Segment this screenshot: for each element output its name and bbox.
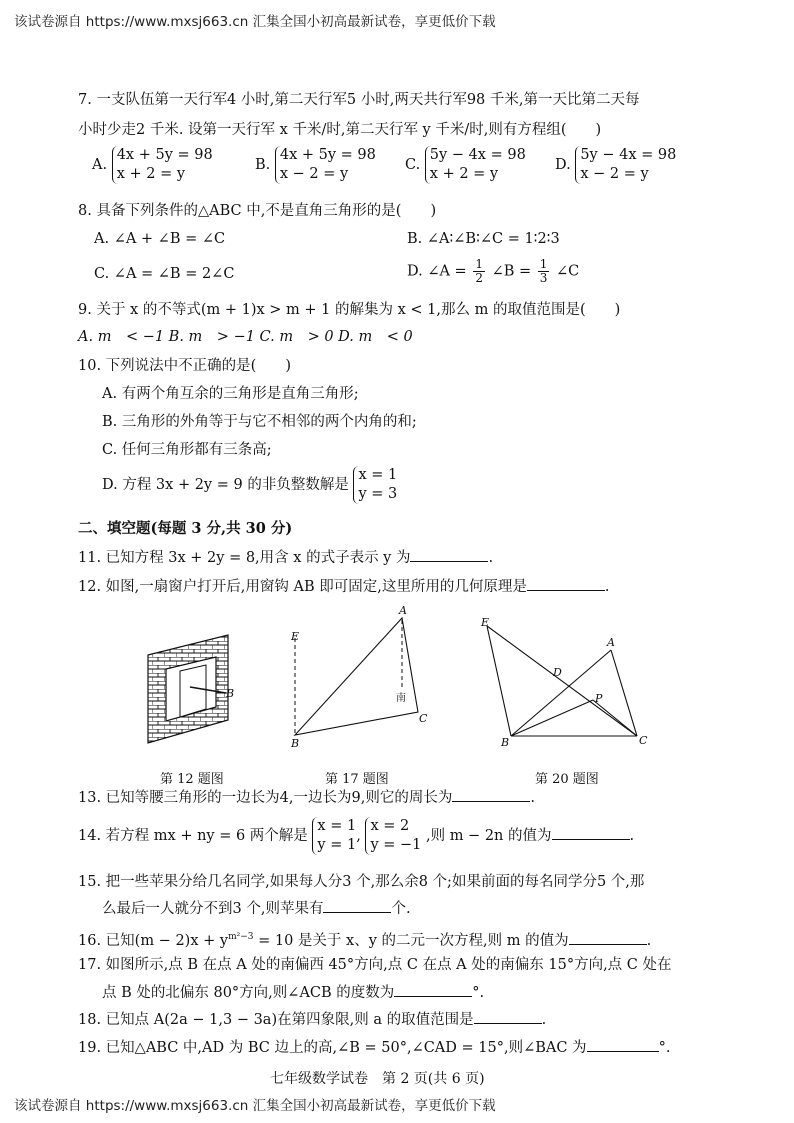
q9-options: A. m < −1 B. m > −1 C. m > 0 D. m < 0	[78, 329, 413, 345]
answer-blank[interactable]	[452, 788, 530, 802]
label-p: P	[595, 692, 603, 705]
q15-line2	[102, 899, 411, 919]
option-text: ∠C	[556, 263, 580, 280]
option-label: A.	[92, 157, 108, 173]
option-label: D.	[555, 157, 571, 173]
period: .	[629, 828, 635, 844]
q9-stem: 9. 关于 x 的不等式(m + 1)x > m + 1 的解集为 x < 1,那么 m 的取值范围是( )	[78, 302, 621, 318]
fraction-one-half: $\frac{1}{2}$	[475, 257, 483, 285]
q12	[78, 577, 609, 597]
q7-stem-line2: 小时少走2 千米. 设第一天行军 x 千米/时,第二天行军 y 千米/时,则有方程组( )	[78, 122, 602, 138]
caption-figure-17: 第 17 题图	[325, 772, 389, 787]
equation: 5y − 4x = 98	[429, 147, 526, 163]
option-label: B.	[255, 157, 271, 173]
answer-blank[interactable]	[527, 577, 605, 591]
figure-12-window	[140, 625, 250, 750]
q7-stem-line1: 7. 一支队伍第一天行军4 小时,第二天行军5 小时,两天共行军98 千米,第一天比第二天每	[78, 92, 640, 108]
q17-text: 点 B 处的北偏东 80°方向,则∠ACB 的度数为	[102, 985, 395, 1001]
q14	[78, 817, 634, 855]
banner-source: 该试卷源自	[14, 1098, 82, 1114]
label-e: E	[291, 630, 300, 643]
equation: y = −1	[370, 837, 422, 853]
segment-ac	[611, 650, 637, 736]
equation: x = 1	[317, 818, 357, 834]
q18	[78, 1010, 546, 1030]
banner-url[interactable]: https://www.mxsj663.cn	[85, 1098, 249, 1114]
answer-blank[interactable]	[552, 826, 630, 840]
q8-stem: 8. 具备下列条件的△ABC 中,不是直角三角形的是( )	[78, 203, 437, 219]
label-b: B	[501, 736, 510, 749]
separator: ,	[356, 828, 361, 844]
q11	[78, 548, 493, 568]
banner-source: 该试卷源自	[14, 14, 82, 30]
equation: 4x + 5y = 98	[279, 147, 376, 163]
answer-blank[interactable]	[394, 983, 472, 997]
q16	[78, 927, 651, 951]
option-text: D. ∠A =	[407, 263, 467, 280]
q10-option-c: C. 任何三角形都有三条高;	[102, 442, 272, 458]
section-heading: 二、填空题(每题 3 分,共 30 分)	[78, 520, 293, 537]
label-a: A	[399, 604, 407, 617]
label-a: A	[607, 636, 615, 649]
segment-pc	[593, 700, 637, 736]
q7-option-b	[255, 146, 376, 184]
segment-eb	[487, 626, 511, 736]
q18-text: 18. 已知点 A(2a − 1,3 − 3a)在第四象限,则 a 的取值范围是	[78, 1012, 474, 1028]
option-label: C.	[405, 157, 421, 173]
answer-blank[interactable]	[474, 1010, 542, 1024]
equation: x − 2 = y	[580, 166, 649, 182]
q15-line1: 15. 把一些苹果分给几名同学,如果每人分3 个,那么余8 个;如果前面的每名同学分5 个,那	[78, 874, 645, 890]
q17-text-post: °.	[472, 985, 485, 1001]
caption-figure-20: 第 20 题图	[535, 772, 599, 787]
equation: x = 1	[358, 467, 398, 483]
triangle-abc	[295, 618, 418, 735]
option-text: D. 方程 3x + 2y = 9 的非负整数解是	[102, 477, 349, 493]
q13-text: 13. 已知等腰三角形的一边长为4,一边长为9,则它的周长为	[78, 790, 453, 806]
window-sash	[180, 665, 206, 717]
q16-exponent: m²−3	[228, 932, 254, 942]
q15-text-post: 个.	[391, 901, 411, 917]
q8-option-c: C. ∠A = ∠B = 2∠C	[94, 266, 235, 282]
q14-text: 14. 若方程 mx + ny = 6 两个解是	[78, 828, 308, 844]
period: .	[488, 550, 494, 566]
q12-text: 12. 如图,一扇窗户打开后,用窗钩 AB 即可固定,这里所用的几何原理是	[78, 579, 527, 595]
period: .	[604, 579, 610, 595]
period: .	[541, 1012, 547, 1028]
period: .	[530, 790, 535, 806]
period: .	[646, 932, 652, 949]
banner-slogan: 汇集全国小初高最新试卷，享更低价下载	[252, 1098, 496, 1114]
q17-line1: 17. 如图所示,点 B 在点 A 处的南偏西 45°方向,点 C 在点 A 处的南偏东 15°方向,点 C 处在	[78, 957, 672, 973]
equation: x + 2 = y	[429, 166, 499, 182]
q16-text-post: = 10 是关于 x、y 的二元一次方程,则 m 的值为	[253, 932, 569, 949]
fraction-one-third: $\frac{1}{3}$	[539, 257, 548, 285]
caption-figure-12: 第 12 题图	[160, 772, 224, 787]
equation: x − 2 = y	[279, 166, 349, 182]
q16-text: 16. 已知(m − 2)x + y	[78, 932, 229, 949]
q13	[78, 788, 535, 808]
answer-blank[interactable]	[410, 548, 488, 562]
figure-20	[475, 612, 665, 752]
answer-blank[interactable]	[587, 1038, 659, 1052]
segment-bp	[511, 700, 593, 736]
answer-blank[interactable]	[569, 931, 647, 945]
q14-text-post: ,则 m − 2n 的值为	[425, 828, 552, 844]
q8-option-b: B. ∠A∶∠B∶∠C = 1∶2∶3	[407, 231, 560, 247]
q10-option-b: B. 三角形的外角等于与它不相邻的两个内角的和;	[102, 414, 417, 430]
q15-text: 么最后一人就分不到3 个,则苹果有	[102, 901, 324, 917]
q7-option-d	[555, 146, 676, 184]
answer-blank[interactable]	[323, 899, 391, 913]
equation: 5y − 4x = 98	[580, 147, 677, 163]
equation: x = 2	[370, 818, 410, 834]
equation: y = 3	[358, 486, 398, 502]
equation: x + 2 = y	[116, 166, 186, 182]
q19-text-post: °.	[658, 1040, 671, 1056]
label-d: D	[553, 666, 562, 679]
source-banner-top	[14, 10, 496, 30]
banner-url[interactable]: https://www.mxsj663.cn	[85, 14, 249, 30]
source-banner-bottom	[14, 1094, 496, 1114]
label-c: C	[419, 712, 428, 725]
q10-option-a: A. 有两个角互余的三角形是直角三角形;	[102, 386, 359, 402]
page-footer: 七年级数学试卷 第 2 页(共 6 页)	[270, 1071, 485, 1087]
figure-17	[285, 600, 435, 750]
q10-option-d	[102, 466, 397, 504]
label-b: B	[291, 737, 300, 750]
q19-text: 19. 已知△ABC 中,AD 为 BC 边上的高,∠B = 50°,∠CAD = 15°,则∠BAC 为	[78, 1040, 587, 1056]
banner-slogan: 汇集全国小初高最新试卷，享更低价下载	[252, 14, 496, 30]
label-c: C	[639, 734, 648, 747]
q17-line2	[102, 983, 484, 1003]
q11-text: 11. 已知方程 3x + 2y = 8,用含 x 的式子表示 y 为	[78, 550, 411, 566]
label-e: E	[481, 616, 490, 629]
equation: y = 1	[317, 837, 357, 853]
q8-option-d	[407, 258, 579, 285]
q8-option-a: A. ∠A + ∠B = ∠C	[94, 231, 226, 247]
label-b: B	[226, 687, 235, 700]
q7-option-a	[92, 146, 213, 184]
q7-option-c	[405, 146, 526, 184]
equation: 4x + 5y = 98	[116, 147, 213, 163]
label-south: 南	[396, 693, 406, 704]
q19	[78, 1038, 670, 1058]
q10-stem: 10. 下列说法中不正确的是( )	[78, 358, 291, 374]
option-text: ∠B =	[491, 263, 532, 280]
